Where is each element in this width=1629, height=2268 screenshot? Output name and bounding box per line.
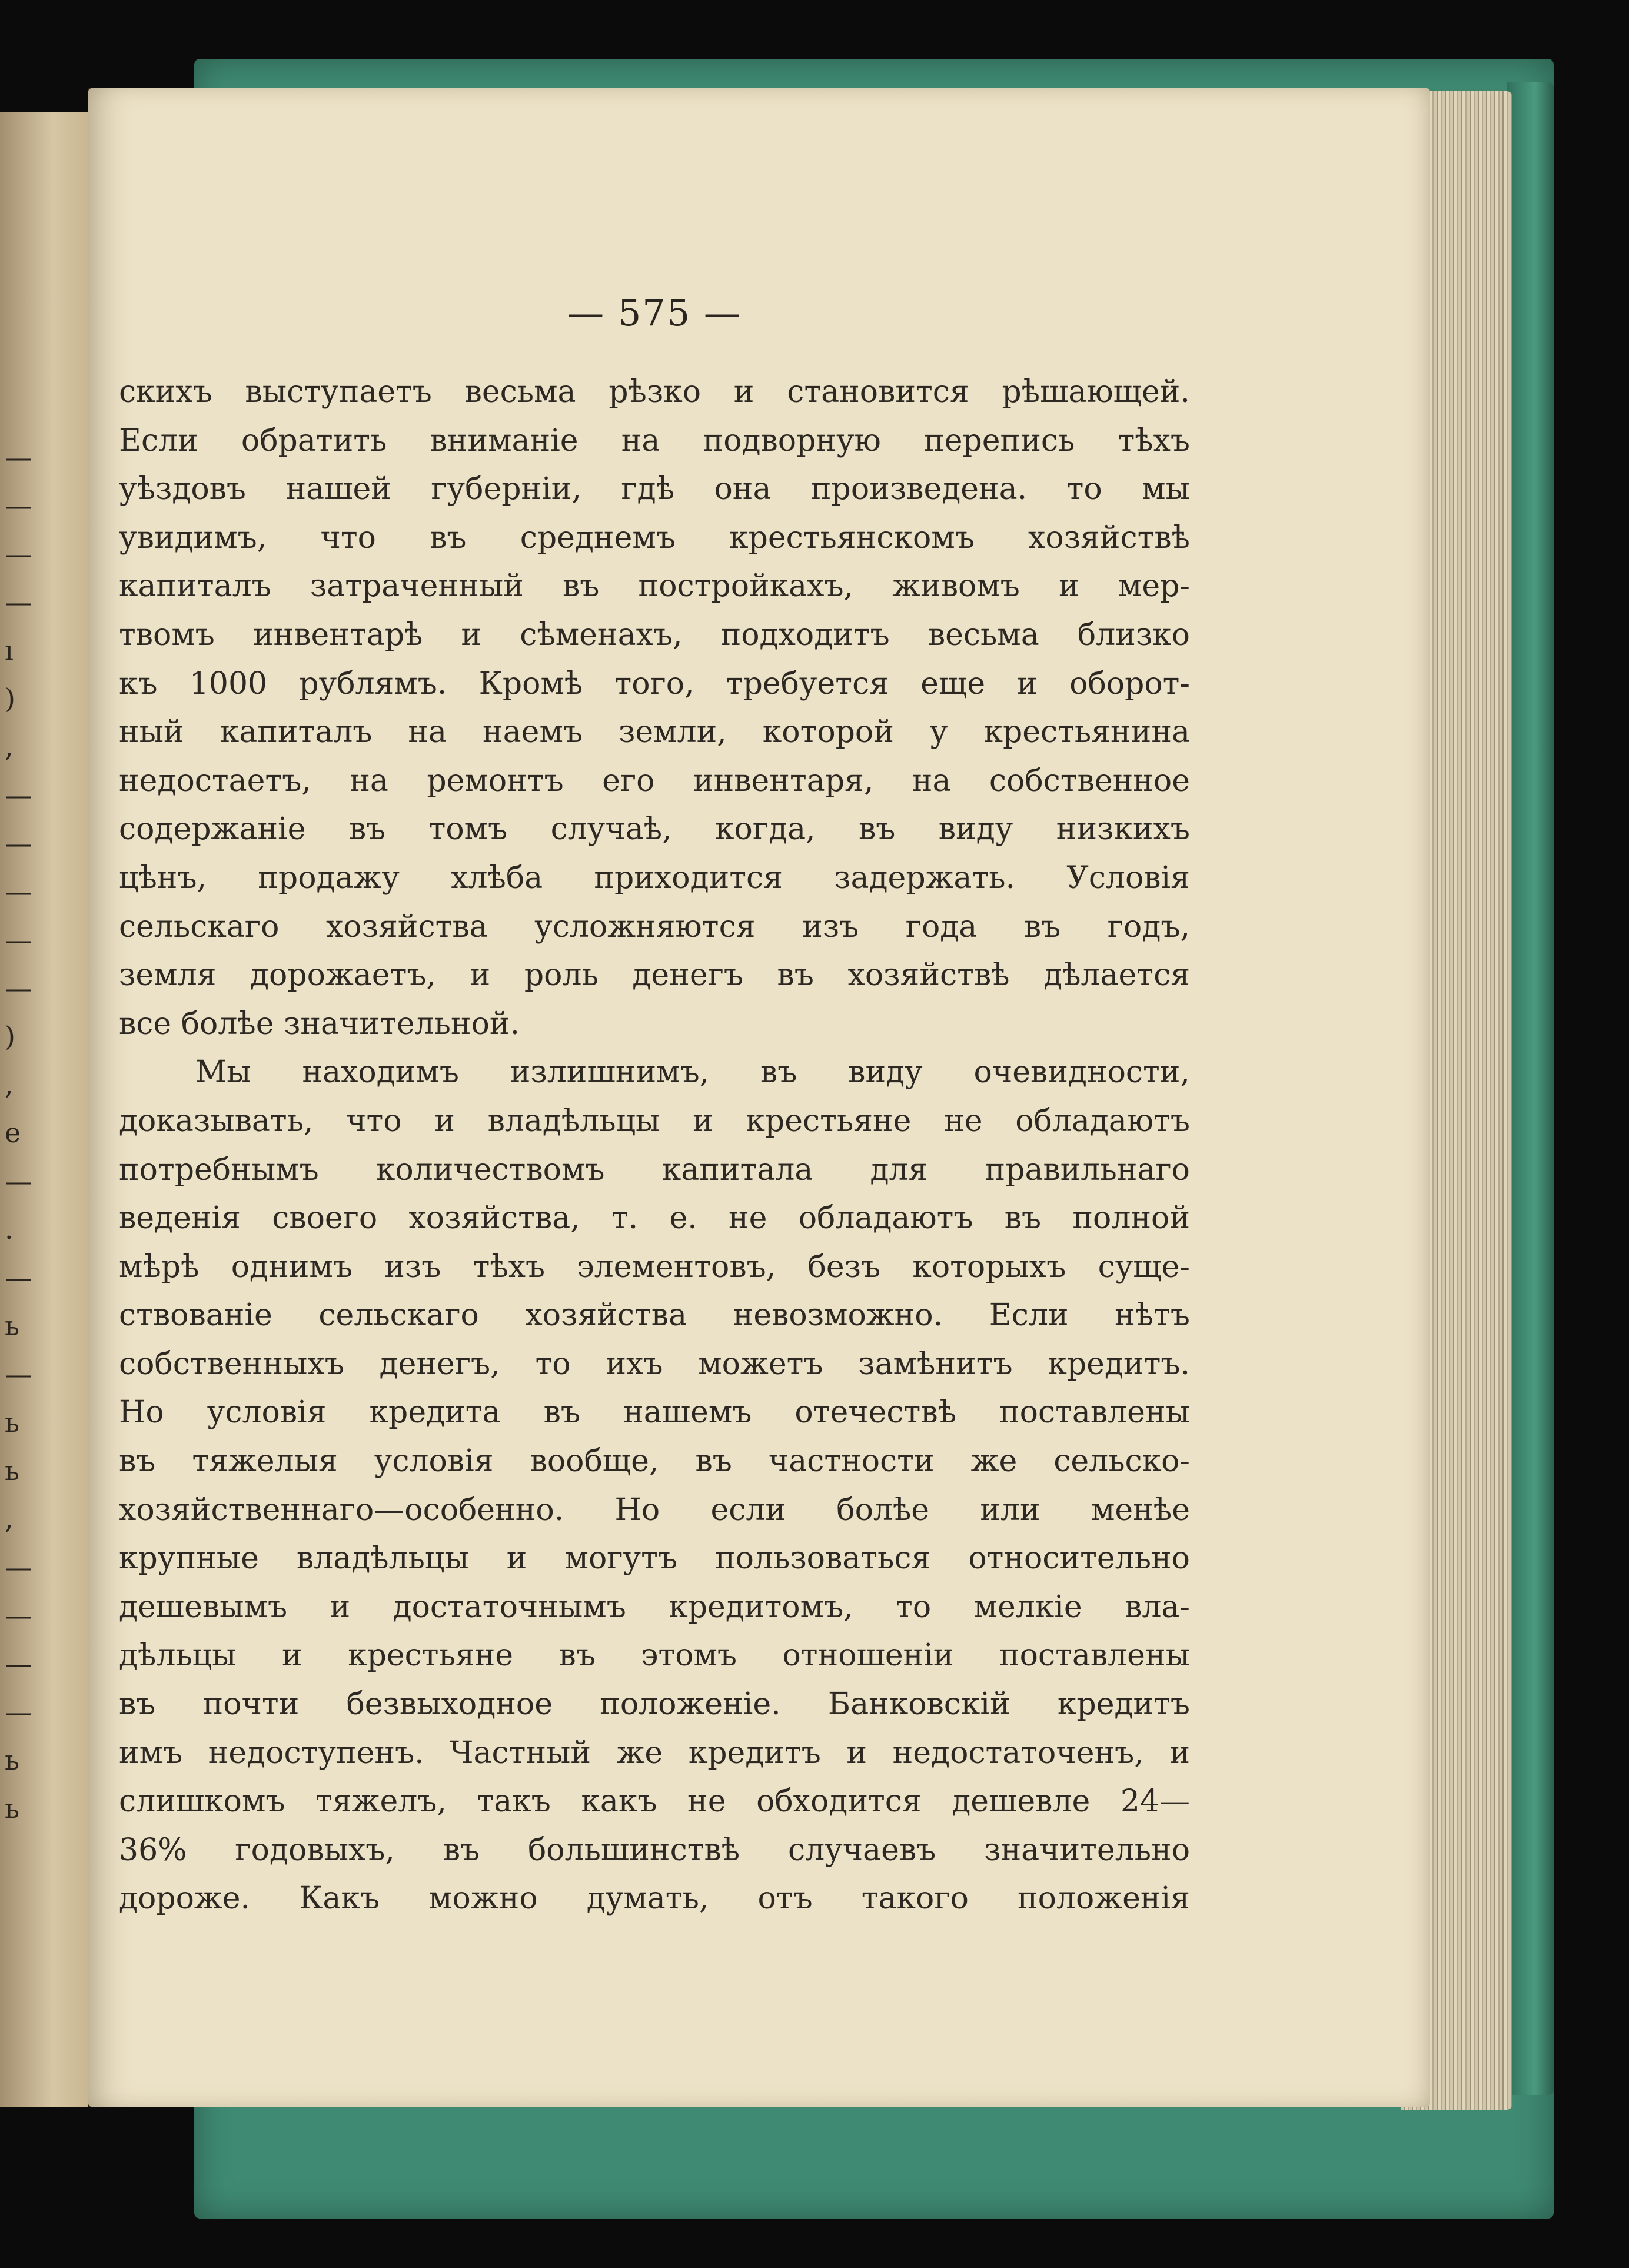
body-text	[119, 368, 1190, 1923]
text-line: крупные владѣльцы и могутъ пользоваться относительно	[119, 1541, 1190, 1577]
text-line: капиталъ затраченный въ постройкахъ, живомъ и мер-	[119, 568, 1190, 604]
text-line: мѣрѣ однимъ изъ тѣхъ элементовъ, безъ которыхъ суще-	[119, 1249, 1190, 1285]
text-line: доказывать, что и владѣльцы и крестьяне не обладаютъ	[119, 1103, 1190, 1139]
left-page-fragment: ь	[5, 1406, 20, 1438]
left-page-fragment: —	[5, 1165, 32, 1197]
left-page-fragment: ,	[5, 1503, 14, 1535]
text-line: къ 1000 рублямъ. Кромѣ того, требуется еще и оборот-	[119, 666, 1190, 701]
text-line: земля дорожаетъ, и роль денегъ въ хозяйствѣ дѣлается	[119, 957, 1190, 993]
left-page-fragment: —	[5, 1262, 32, 1293]
left-page-fragment: —	[5, 1551, 32, 1583]
text-line: хозяйственнаго—особенно. Но если болѣе или менѣе	[119, 1492, 1190, 1528]
text-line: содержаніе въ томъ случаѣ, когда, въ виду низкихъ	[119, 812, 1190, 847]
left-page-fragment: ,	[5, 1069, 14, 1100]
text-line: веденія своего хозяйства, т. е. не обладаютъ въ полной	[119, 1200, 1190, 1236]
page-number: — 575 —	[567, 291, 742, 334]
page-content	[119, 88, 1190, 2107]
left-page-fragment: —	[5, 779, 32, 811]
left-page-fragment: ь	[5, 1310, 20, 1342]
left-page-text-fragments	[0, 112, 88, 2107]
left-page-fragment: .	[5, 1213, 14, 1245]
text-line: 36% годовыхъ, въ большинствѣ случаевъ значительно	[119, 1832, 1190, 1868]
left-page-fragment: —	[5, 827, 32, 859]
text-line: ный капиталъ на наемъ земли, которой у крестьянина	[119, 714, 1190, 750]
left-page-fragment: —	[5, 490, 32, 521]
text-line: все болѣе значительной.	[119, 1006, 520, 1042]
left-page-fragment: —	[5, 538, 32, 570]
book-cover-edge	[1507, 82, 1554, 2095]
left-page-fragment: —	[5, 441, 32, 473]
text-line: недостаетъ, на ремонтъ его инвентаря, на собственное	[119, 763, 1190, 799]
text-line: ствованіе сельскаго хозяйства невозможно. Если нѣтъ	[119, 1298, 1190, 1333]
left-page-fragment: e	[5, 1117, 21, 1149]
text-line: имъ недоступенъ. Частный же кредитъ и недостаточенъ, и	[119, 1735, 1190, 1771]
text-line: въ тяжелыя условія вообще, въ частности же сельско-	[119, 1444, 1190, 1479]
text-line: слишкомъ тяжелъ, такъ какъ не обходится дешевле 24—	[119, 1784, 1190, 1820]
left-page-fragment: —	[5, 1599, 32, 1631]
text-line: собственныхъ денегъ, то ихъ можетъ замѣнитъ кредитъ.	[119, 1346, 1190, 1382]
left-page-fragment: —	[5, 1696, 32, 1728]
text-line: дѣльцы и крестьяне въ этомъ отношеніи поставлены	[119, 1638, 1190, 1674]
left-page-fragment: ь	[5, 1455, 20, 1486]
text-line: скихъ выступаетъ весьма рѣзко и становится рѣшающей.	[119, 374, 1190, 410]
text-line: увидимъ, что въ среднемъ крестьянскомъ хозяйствѣ	[119, 520, 1190, 556]
left-page-fragment: —	[5, 1648, 32, 1680]
left-page-fragment: —	[5, 586, 32, 618]
text-line: твомъ инвентарѣ и сѣменахъ, подходитъ весьма близко	[119, 617, 1190, 653]
right-page	[88, 88, 1430, 2107]
text-line: потребнымъ количествомъ капитала для правильнаго	[119, 1152, 1190, 1188]
text-line: Если обратить вниманіе на подворную перепись тѣхъ	[119, 423, 1190, 458]
left-page-fragment: ı	[5, 634, 14, 666]
text-line: Но условія кредита въ нашемъ отечествѣ поставлены	[119, 1395, 1190, 1431]
text-line: цѣнъ, продажу хлѣба приходится задержать. Условія	[119, 860, 1190, 896]
left-page-fragment: ь	[5, 1744, 20, 1776]
left-page-fragment: )	[5, 683, 15, 714]
text-line: дешевымъ и достаточнымъ кредитомъ, то мелкіе вла-	[119, 1589, 1190, 1625]
text-line: уѣздовъ нашей губерніи, гдѣ она произведена. то мы	[119, 471, 1190, 507]
left-page-fragment: —	[5, 972, 32, 1004]
left-page-fragment: )	[5, 1020, 15, 1052]
left-page-fragment: —	[5, 876, 32, 907]
left-page-fragment: ,	[5, 731, 14, 763]
text-line: Мы находимъ излишнимъ, въ виду очевидности,	[195, 1055, 1190, 1090]
text-line: въ почти безвыходное положеніе. Банковскій кредитъ	[119, 1687, 1190, 1722]
left-page-fragment: ь	[5, 1793, 20, 1824]
text-line: сельскаго хозяйства усложняются изъ года въ годъ,	[119, 909, 1190, 945]
left-page-fragment: —	[5, 924, 32, 956]
left-page-fragment: —	[5, 1358, 32, 1390]
text-line: дороже. Какъ можно думать, отъ такого положенія	[119, 1881, 1190, 1917]
